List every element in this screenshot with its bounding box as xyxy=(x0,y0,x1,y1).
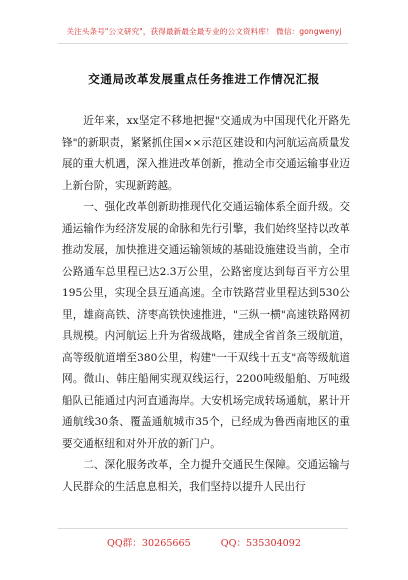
footer-divider xyxy=(58,528,348,529)
document-body xyxy=(62,111,350,498)
body-paragraph-section-1: 一、强化改革创新助推现代化交通运输体系全面升级。交通运输作为经济发展的命脉和先行引擎，我们始终坚持以改革推动发展，加快推进交通运输领域的基础设施建设当前，全市公路通车总里程已达2.3万公里，公路密度达到每百平方公里195公里，实现全县互通高速。全市铁路营业里程达到530公里，雄商高铁、济枣高铁快速推进，"三纵一横"高速铁路网初具规模。内河航运上升为省级战略，建成全省首条三级航道，高等级航道增至380公里，构建"一干双线十五支"高等级航道网。微山、韩庄船闸实现双线运行，2200吨级船舶、万吨级船队已能通过内河直通海岸。大安机场完成转场通航，累计开通航线30条、覆盖通航城市35个，已经成为鲁西南地区的重要交通枢纽和对外开放的新门户。 xyxy=(62,201,350,450)
document-title: 交通局改革发展重点任务推进工作情况汇报 xyxy=(88,72,320,86)
header-promo-note: 关注头条号"公文研究"，获得最新最全最专业的公文资料库！ 微信：gongwenyj xyxy=(66,27,342,36)
footer-qq-group: QQ群：30265665 xyxy=(106,538,191,549)
footer-qq-number: QQ：535304092 xyxy=(220,538,301,549)
footer-contacts xyxy=(0,535,408,549)
body-paragraph-intro: 近年来，xx坚定不移地把握"交通成为中国现代化开路先锋"的新职责，紧紧抓住国××示范区建设和内河航运高质量发展的重大机遇，深入推进改革创新，推动全市交通运输事业迈上新台阶，实现新跨越。 xyxy=(62,115,350,192)
header-divider xyxy=(58,43,348,44)
body-paragraph-section-2: 二、深化服务改革，全力提升交通民生保障。交通运输与人民群众的生活息息相关，我们坚持以提升人民出行 xyxy=(62,459,350,493)
